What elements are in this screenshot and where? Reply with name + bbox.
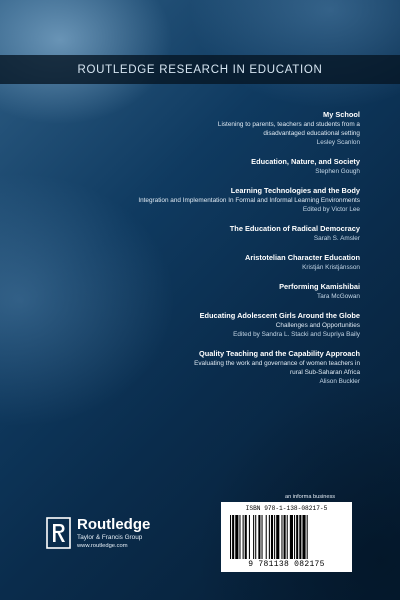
barcode-bar xyxy=(281,515,282,559)
book-title: Quality Teaching and the Capability Approach xyxy=(199,349,360,358)
barcode-bar xyxy=(239,515,240,559)
book-subtitle: Listening to parents, teachers and students from a xyxy=(217,121,360,128)
barcode-bar xyxy=(258,515,260,559)
book-title: Learning Technologies and the Body xyxy=(230,186,360,195)
book-title: Performing Kamishibai xyxy=(279,282,360,291)
book-subtitle: Evaluating the work and governance of women teachers in xyxy=(194,360,360,367)
book-entry xyxy=(40,157,360,176)
isbn-text: ISBN 978-1-138-08217-5 xyxy=(245,505,328,512)
book-author: Kristján Kristjánsson xyxy=(302,264,360,271)
book-entry xyxy=(40,110,360,147)
book-list xyxy=(40,110,360,396)
barcode-bar xyxy=(276,515,279,559)
isbn-barcode xyxy=(221,502,352,572)
book-subtitle: rural Sub-Saharan Africa xyxy=(290,369,360,376)
barcode-bar xyxy=(243,515,244,559)
book-subtitle: Integration and Implementation In Formal and Informal Learning Environments xyxy=(138,197,360,204)
book-entry xyxy=(40,224,360,243)
barcode-bar xyxy=(296,515,298,559)
barcode-bar xyxy=(299,515,301,559)
barcode-bar xyxy=(230,515,231,559)
book-title: Educating Adolescent Girls Around the Globe xyxy=(199,311,360,320)
barcode-bar xyxy=(235,515,238,559)
barcode-bar xyxy=(287,515,288,559)
barcode-bar xyxy=(274,515,275,559)
book-entry xyxy=(40,253,360,272)
series-label: ROUTLEDGE RESEARCH IN EDUCATION xyxy=(77,63,323,76)
book-author: Edited by Victor Lee xyxy=(302,206,360,213)
barcode-bar xyxy=(262,515,263,559)
publisher-name: Routledge xyxy=(77,516,151,533)
barcode-bar xyxy=(290,515,293,559)
informa-label: an informa business xyxy=(285,494,336,500)
book-author: Lesley Scanlon xyxy=(316,139,360,146)
barcode-bar xyxy=(271,515,273,559)
book-subtitle: disadvantaged educational setting xyxy=(263,130,360,137)
book-title: Education, Nature, and Society xyxy=(251,157,360,166)
barcode-bar xyxy=(245,515,247,559)
routledge-r-icon xyxy=(46,517,71,549)
publisher-group: Taylor & Francis Group xyxy=(77,534,143,541)
barcode-bar xyxy=(266,515,267,559)
series-ribbon xyxy=(0,55,400,84)
book-title: My School xyxy=(323,110,360,119)
book-entry xyxy=(40,349,360,386)
book-author: Tara McGowan xyxy=(317,293,360,300)
barcode-bar xyxy=(253,515,254,559)
barcode-bar xyxy=(294,515,295,559)
barcode-bars xyxy=(229,515,344,559)
book-entry xyxy=(40,186,360,214)
book-author: Sarah S. Amsler xyxy=(313,235,360,242)
barcode-bar xyxy=(269,515,270,559)
book-title: Aristotelian Character Education xyxy=(245,253,360,262)
book-author: Edited by Sandra L. Stacki and Supriya Baily xyxy=(233,331,360,338)
book-subtitle: Challenges and Opportunities xyxy=(275,322,360,329)
barcode-number: 9 781138 082175 xyxy=(248,560,325,569)
publisher-url: www.routledge.com xyxy=(77,543,128,549)
book-title: The Education of Radical Democracy xyxy=(229,224,360,233)
book-author: Alison Buckler xyxy=(319,378,360,385)
barcode-bar xyxy=(249,515,250,559)
barcode-bar xyxy=(307,515,308,559)
book-author: Stephen Gough xyxy=(315,168,360,175)
book-entry xyxy=(40,282,360,301)
barcode-bar xyxy=(284,515,286,559)
barcode-bar xyxy=(232,515,234,559)
book-entry xyxy=(40,311,360,339)
barcode-bar xyxy=(302,515,305,559)
routledge-logo xyxy=(46,517,150,550)
barcode-bar xyxy=(255,515,256,559)
